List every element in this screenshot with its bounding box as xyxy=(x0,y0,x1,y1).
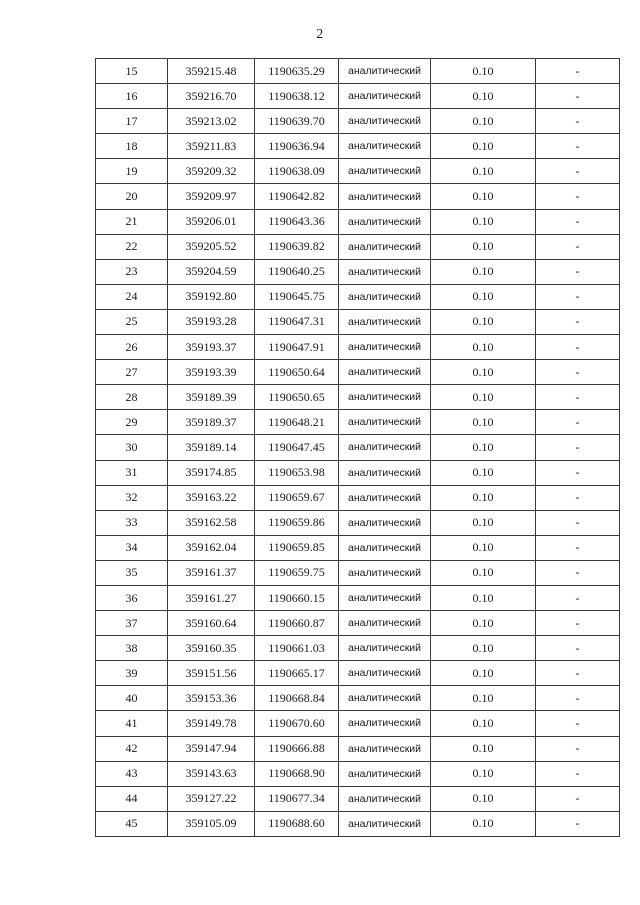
table-row xyxy=(96,535,620,560)
x-coordinate-cell: 359160.35 xyxy=(168,636,255,661)
y-coordinate-cell: 1190639.82 xyxy=(255,234,339,259)
accuracy-cell: 0.10 xyxy=(431,510,536,535)
x-coordinate-cell: 359161.27 xyxy=(168,585,255,610)
y-coordinate-cell: 1190659.86 xyxy=(255,510,339,535)
method-cell: аналитический xyxy=(339,636,431,661)
x-coordinate-cell: 359174.85 xyxy=(168,460,255,485)
point-number-cell: 22 xyxy=(96,234,168,259)
y-coordinate-cell: 1190670.60 xyxy=(255,711,339,736)
description-cell: - xyxy=(536,59,620,84)
point-number-cell: 31 xyxy=(96,460,168,485)
accuracy-cell: 0.10 xyxy=(431,259,536,284)
y-coordinate-cell: 1190659.67 xyxy=(255,485,339,510)
method-cell: аналитический xyxy=(339,84,431,109)
point-number-cell: 39 xyxy=(96,661,168,686)
table-row xyxy=(96,736,620,761)
accuracy-cell: 0.10 xyxy=(431,736,536,761)
x-coordinate-cell: 359213.02 xyxy=(168,109,255,134)
point-number-cell: 42 xyxy=(96,736,168,761)
point-number-cell: 40 xyxy=(96,686,168,711)
table-row xyxy=(96,335,620,360)
x-coordinate-cell: 359147.94 xyxy=(168,736,255,761)
method-cell: аналитический xyxy=(339,59,431,84)
method-cell: аналитический xyxy=(339,335,431,360)
description-cell: - xyxy=(536,209,620,234)
x-coordinate-cell: 359143.63 xyxy=(168,761,255,786)
description-cell: - xyxy=(536,535,620,560)
table-row xyxy=(96,385,620,410)
description-cell: - xyxy=(536,259,620,284)
description-cell: - xyxy=(536,109,620,134)
x-coordinate-cell: 359151.56 xyxy=(168,661,255,686)
table-row xyxy=(96,510,620,535)
accuracy-cell: 0.10 xyxy=(431,209,536,234)
method-cell: аналитический xyxy=(339,711,431,736)
method-cell: аналитический xyxy=(339,510,431,535)
y-coordinate-cell: 1190653.98 xyxy=(255,460,339,485)
point-number-cell: 15 xyxy=(96,59,168,84)
x-coordinate-cell: 359209.97 xyxy=(168,184,255,209)
accuracy-cell: 0.10 xyxy=(431,761,536,786)
accuracy-cell: 0.10 xyxy=(431,686,536,711)
method-cell: аналитический xyxy=(339,761,431,786)
y-coordinate-cell: 1190659.75 xyxy=(255,560,339,585)
y-coordinate-cell: 1190642.82 xyxy=(255,184,339,209)
table-row xyxy=(96,485,620,510)
x-coordinate-cell: 359163.22 xyxy=(168,485,255,510)
table-row xyxy=(96,109,620,134)
accuracy-cell: 0.10 xyxy=(431,134,536,159)
method-cell: аналитический xyxy=(339,385,431,410)
point-number-cell: 27 xyxy=(96,360,168,385)
x-coordinate-cell: 359216.70 xyxy=(168,84,255,109)
method-cell: аналитический xyxy=(339,535,431,560)
description-cell: - xyxy=(536,761,620,786)
page-number: 2 xyxy=(316,27,324,42)
x-coordinate-cell: 359189.14 xyxy=(168,435,255,460)
point-number-cell: 24 xyxy=(96,284,168,309)
accuracy-cell: 0.10 xyxy=(431,811,536,836)
table-row xyxy=(96,209,620,234)
description-cell: - xyxy=(536,134,620,159)
point-number-cell: 26 xyxy=(96,335,168,360)
description-cell: - xyxy=(536,661,620,686)
description-cell: - xyxy=(536,435,620,460)
x-coordinate-cell: 359149.78 xyxy=(168,711,255,736)
y-coordinate-cell: 1190668.90 xyxy=(255,761,339,786)
accuracy-cell: 0.10 xyxy=(431,184,536,209)
table-row xyxy=(96,184,620,209)
point-number-cell: 43 xyxy=(96,761,168,786)
description-cell: - xyxy=(536,309,620,334)
method-cell: аналитический xyxy=(339,435,431,460)
point-number-cell: 17 xyxy=(96,109,168,134)
description-cell: - xyxy=(536,234,620,259)
method-cell: аналитический xyxy=(339,686,431,711)
x-coordinate-cell: 359161.37 xyxy=(168,560,255,585)
description-cell: - xyxy=(536,284,620,309)
point-number-cell: 23 xyxy=(96,259,168,284)
table-row xyxy=(96,134,620,159)
table-row xyxy=(96,410,620,435)
accuracy-cell: 0.10 xyxy=(431,661,536,686)
method-cell: аналитический xyxy=(339,259,431,284)
y-coordinate-cell: 1190660.87 xyxy=(255,611,339,636)
y-coordinate-cell: 1190661.03 xyxy=(255,636,339,661)
method-cell: аналитический xyxy=(339,159,431,184)
method-cell: аналитический xyxy=(339,209,431,234)
point-number-cell: 21 xyxy=(96,209,168,234)
table-row xyxy=(96,585,620,610)
y-coordinate-cell: 1190639.70 xyxy=(255,109,339,134)
method-cell: аналитический xyxy=(339,811,431,836)
x-coordinate-cell: 359189.37 xyxy=(168,410,255,435)
y-coordinate-cell: 1190688.60 xyxy=(255,811,339,836)
x-coordinate-cell: 359204.59 xyxy=(168,259,255,284)
point-number-cell: 32 xyxy=(96,485,168,510)
point-number-cell: 16 xyxy=(96,84,168,109)
accuracy-cell: 0.10 xyxy=(431,309,536,334)
x-coordinate-cell: 359193.37 xyxy=(168,335,255,360)
y-coordinate-cell: 1190635.29 xyxy=(255,59,339,84)
table-row xyxy=(96,611,620,636)
x-coordinate-cell: 359162.58 xyxy=(168,510,255,535)
table-row xyxy=(96,284,620,309)
method-cell: аналитический xyxy=(339,234,431,259)
description-cell: - xyxy=(536,786,620,811)
accuracy-cell: 0.10 xyxy=(431,234,536,259)
x-coordinate-cell: 359211.83 xyxy=(168,134,255,159)
description-cell: - xyxy=(536,360,620,385)
table-row xyxy=(96,460,620,485)
method-cell: аналитический xyxy=(339,109,431,134)
description-cell: - xyxy=(536,585,620,610)
x-coordinate-cell: 359162.04 xyxy=(168,535,255,560)
point-number-cell: 34 xyxy=(96,535,168,560)
method-cell: аналитический xyxy=(339,786,431,811)
x-coordinate-cell: 359206.01 xyxy=(168,209,255,234)
table-row xyxy=(96,761,620,786)
description-cell: - xyxy=(536,485,620,510)
accuracy-cell: 0.10 xyxy=(431,535,536,560)
description-cell: - xyxy=(536,560,620,585)
y-coordinate-cell: 1190659.85 xyxy=(255,535,339,560)
x-coordinate-cell: 359193.39 xyxy=(168,360,255,385)
accuracy-cell: 0.10 xyxy=(431,611,536,636)
table-row xyxy=(96,786,620,811)
accuracy-cell: 0.10 xyxy=(431,786,536,811)
x-coordinate-cell: 359127.22 xyxy=(168,786,255,811)
accuracy-cell: 0.10 xyxy=(431,585,536,610)
method-cell: аналитический xyxy=(339,460,431,485)
y-coordinate-cell: 1190645.75 xyxy=(255,284,339,309)
y-coordinate-cell: 1190650.64 xyxy=(255,360,339,385)
method-cell: аналитический xyxy=(339,360,431,385)
y-coordinate-cell: 1190638.09 xyxy=(255,159,339,184)
accuracy-cell: 0.10 xyxy=(431,435,536,460)
accuracy-cell: 0.10 xyxy=(431,485,536,510)
y-coordinate-cell: 1190666.88 xyxy=(255,736,339,761)
method-cell: аналитический xyxy=(339,611,431,636)
method-cell: аналитический xyxy=(339,485,431,510)
method-cell: аналитический xyxy=(339,560,431,585)
y-coordinate-cell: 1190647.45 xyxy=(255,435,339,460)
y-coordinate-cell: 1190650.65 xyxy=(255,385,339,410)
x-coordinate-cell: 359105.09 xyxy=(168,811,255,836)
table-row xyxy=(96,560,620,585)
x-coordinate-cell: 359193.28 xyxy=(168,309,255,334)
point-number-cell: 19 xyxy=(96,159,168,184)
accuracy-cell: 0.10 xyxy=(431,460,536,485)
table-row xyxy=(96,234,620,259)
method-cell: аналитический xyxy=(339,309,431,334)
x-coordinate-cell: 359209.32 xyxy=(168,159,255,184)
method-cell: аналитический xyxy=(339,736,431,761)
point-number-cell: 25 xyxy=(96,309,168,334)
description-cell: - xyxy=(536,335,620,360)
y-coordinate-cell: 1190648.21 xyxy=(255,410,339,435)
y-coordinate-cell: 1190643.36 xyxy=(255,209,339,234)
point-number-cell: 35 xyxy=(96,560,168,585)
description-cell: - xyxy=(536,84,620,109)
table-row xyxy=(96,59,620,84)
accuracy-cell: 0.10 xyxy=(431,636,536,661)
method-cell: аналитический xyxy=(339,134,431,159)
description-cell: - xyxy=(536,736,620,761)
y-coordinate-cell: 1190636.94 xyxy=(255,134,339,159)
x-coordinate-cell: 359205.52 xyxy=(168,234,255,259)
table-row xyxy=(96,360,620,385)
point-number-cell: 20 xyxy=(96,184,168,209)
y-coordinate-cell: 1190660.15 xyxy=(255,585,339,610)
point-number-cell: 33 xyxy=(96,510,168,535)
y-coordinate-cell: 1190665.17 xyxy=(255,661,339,686)
description-cell: - xyxy=(536,385,620,410)
point-number-cell: 45 xyxy=(96,811,168,836)
point-number-cell: 29 xyxy=(96,410,168,435)
table-row xyxy=(96,636,620,661)
accuracy-cell: 0.10 xyxy=(431,385,536,410)
coordinates-table xyxy=(95,58,620,837)
table-row xyxy=(96,309,620,334)
accuracy-cell: 0.10 xyxy=(431,360,536,385)
accuracy-cell: 0.10 xyxy=(431,335,536,360)
x-coordinate-cell: 359215.48 xyxy=(168,59,255,84)
point-number-cell: 28 xyxy=(96,385,168,410)
table-row xyxy=(96,84,620,109)
point-number-cell: 30 xyxy=(96,435,168,460)
accuracy-cell: 0.10 xyxy=(431,59,536,84)
point-number-cell: 44 xyxy=(96,786,168,811)
description-cell: - xyxy=(536,711,620,736)
table-row xyxy=(96,711,620,736)
point-number-cell: 41 xyxy=(96,711,168,736)
y-coordinate-cell: 1190640.25 xyxy=(255,259,339,284)
point-number-cell: 38 xyxy=(96,636,168,661)
accuracy-cell: 0.10 xyxy=(431,410,536,435)
method-cell: аналитический xyxy=(339,284,431,309)
accuracy-cell: 0.10 xyxy=(431,109,536,134)
point-number-cell: 18 xyxy=(96,134,168,159)
y-coordinate-cell: 1190647.91 xyxy=(255,335,339,360)
x-coordinate-cell: 359192.80 xyxy=(168,284,255,309)
table-row xyxy=(96,159,620,184)
method-cell: аналитический xyxy=(339,661,431,686)
x-coordinate-cell: 359160.64 xyxy=(168,611,255,636)
x-coordinate-cell: 359153.36 xyxy=(168,686,255,711)
accuracy-cell: 0.10 xyxy=(431,560,536,585)
y-coordinate-cell: 1190647.31 xyxy=(255,309,339,334)
accuracy-cell: 0.10 xyxy=(431,159,536,184)
x-coordinate-cell: 359189.39 xyxy=(168,385,255,410)
coordinates-table-body xyxy=(96,59,620,837)
description-cell: - xyxy=(536,410,620,435)
accuracy-cell: 0.10 xyxy=(431,711,536,736)
description-cell: - xyxy=(536,159,620,184)
description-cell: - xyxy=(536,510,620,535)
point-number-cell: 36 xyxy=(96,585,168,610)
y-coordinate-cell: 1190638.12 xyxy=(255,84,339,109)
description-cell: - xyxy=(536,460,620,485)
method-cell: аналитический xyxy=(339,184,431,209)
table-row xyxy=(96,686,620,711)
table-row xyxy=(96,661,620,686)
y-coordinate-cell: 1190668.84 xyxy=(255,686,339,711)
table-row xyxy=(96,811,620,836)
point-number-cell: 37 xyxy=(96,611,168,636)
description-cell: - xyxy=(536,611,620,636)
method-cell: аналитический xyxy=(339,410,431,435)
accuracy-cell: 0.10 xyxy=(431,284,536,309)
accuracy-cell: 0.10 xyxy=(431,84,536,109)
method-cell: аналитический xyxy=(339,585,431,610)
description-cell: - xyxy=(536,184,620,209)
table-row xyxy=(96,259,620,284)
description-cell: - xyxy=(536,636,620,661)
y-coordinate-cell: 1190677.34 xyxy=(255,786,339,811)
description-cell: - xyxy=(536,686,620,711)
table-row xyxy=(96,435,620,460)
description-cell: - xyxy=(536,811,620,836)
